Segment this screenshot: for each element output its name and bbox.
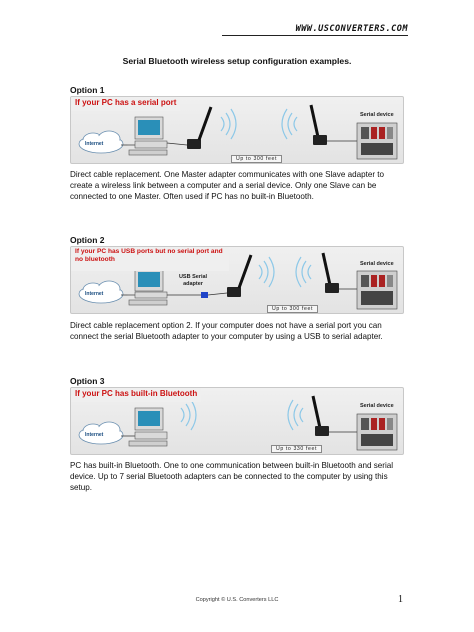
range-label: Up to 330 feet — [271, 445, 322, 453]
page-title: Serial Bluetooth wireless setup configuration examples. — [122, 56, 352, 66]
computer-icon — [129, 269, 167, 305]
internet-label: Internet — [85, 291, 104, 297]
serial-device-label: Serial device — [360, 403, 394, 409]
site-header: WWW.USCONVERTERS.COM — [222, 24, 408, 36]
option-1-banner: If your PC has a serial port — [71, 97, 180, 111]
usb-adapter-icon — [201, 292, 208, 298]
option-3-diagram — [70, 387, 404, 455]
computer-icon — [129, 117, 167, 155]
option-1-diagram — [70, 96, 404, 164]
option-1-caption: Direct cable replacement. One Master adapter communicates with one Slave adapter to create a wireless link between a computer and a serial device. Only one Slave can be connected to one Master. Often used if PC has no built-in Bluetooth. — [70, 170, 385, 201]
bluetooth-adapter-icon — [311, 105, 327, 145]
option-2-caption: Direct cable replacement option 2. If your computer does not have a serial port you can connect the serial Bluetooth adapter to your computer by using a USB to serial adapter. — [70, 321, 383, 341]
wireless-signal-icon — [221, 109, 236, 139]
bluetooth-adapter-icon — [323, 253, 339, 293]
range-label: Up to 300 feet — [231, 155, 282, 163]
usb-serial-adapter-label: USB Serial adapter — [178, 274, 208, 287]
option-2-heading: Option 2 — [70, 235, 105, 245]
option-1-heading: Option 1 — [70, 85, 105, 95]
bluetooth-adapter-icon — [187, 107, 211, 149]
serial-device-icon — [357, 271, 397, 309]
range-label: Up to 300 feet — [267, 305, 318, 313]
option-2-banner: If your PC has USB ports but no serial port and no bluetooth — [71, 247, 229, 271]
computer-icon — [129, 408, 167, 446]
wireless-signal-icon — [288, 400, 303, 430]
wireless-signal-icon — [259, 257, 274, 287]
copyright-footer: Copyright © U.S. Converters LLC — [195, 597, 279, 603]
internet-label: Internet — [85, 432, 104, 438]
option-3-banner: If your PC has built-in Bluetooth — [71, 388, 201, 402]
serial-device-icon — [357, 414, 397, 450]
serial-device-label: Serial device — [360, 112, 394, 118]
option-3-caption: PC has built-in Bluetooth. One to one communication between built-in Bluetooth and serial device. Up to 7 serial Bluetooth adapters can be connected to the computer by using this setup. — [70, 461, 394, 492]
serial-device-icon — [357, 123, 397, 159]
page-number: 1 — [398, 594, 403, 605]
serial-device-label: Serial device — [360, 261, 394, 267]
wireless-signal-icon — [181, 400, 196, 430]
wireless-signal-icon — [296, 257, 311, 287]
option-2-diagram — [70, 246, 404, 314]
bluetooth-adapter-icon — [313, 396, 329, 436]
bluetooth-adapter-icon — [227, 255, 251, 297]
wireless-signal-icon — [282, 109, 297, 139]
internet-label: Internet — [85, 141, 104, 147]
option-3-heading: Option 3 — [70, 376, 105, 386]
